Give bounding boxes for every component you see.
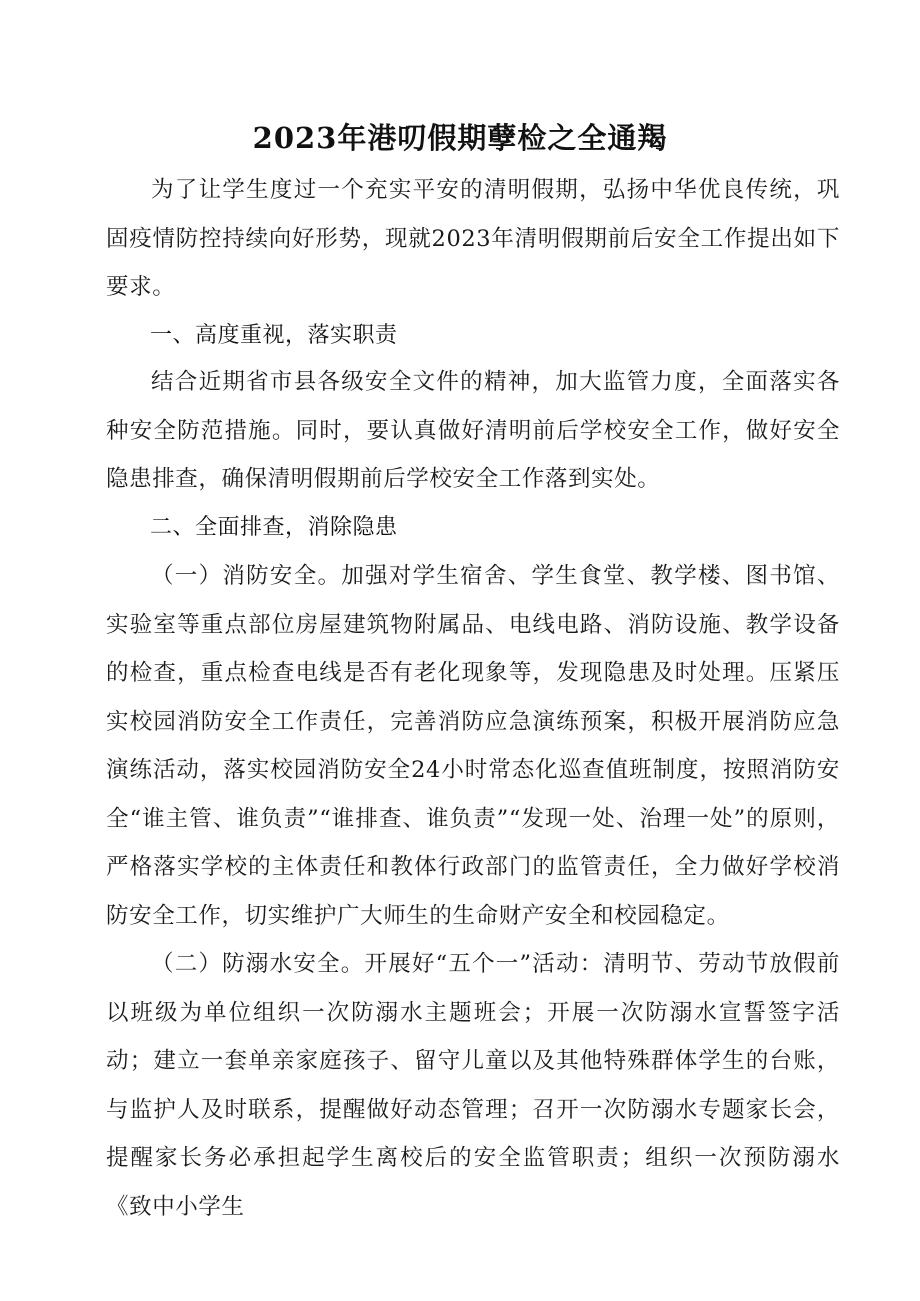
section-1-paragraph: 结合近期省市县各级安全文件的精神，加大监管力度，全面落实各种安全防范措施。同时，要认真做好清明前后学校安全工作，做好安全隐患排查，确保清明假期前后学校安全工作落到实处。 [106, 369, 840, 492]
intro-paragraph: 为了让学生度过一个充实平安的清明假期，弘扬中华优良传统，巩固疫情防控持续向好形势，现就2023年清明假期前后安全工作提出如下要求。 [106, 177, 840, 300]
fire-safety-paragraph: （一）消防安全。加强对学生宿舍、学生食堂、教学楼、图书馆、实验室等重点部位房屋建筑物附属品、电线电路、消防设施、教学设备的检查，重点检查电线是否有老化现象等，发现隐患及时处理。压紧压实校园消防安全工作责任，完善消防应急演练预案，积极开展消防应急演练活动，落实校园消防安全24小时常态化巡查值班制度，按照消防安全“谁主管、谁负责”“谁排查、谁负责”“发现一处、治理一处”的原则，严格落实学校的主体责任和教体行政部门的监管责任，全力做好学校消防安全工作，切实维护广大师生的生命财产安全和校园稳定。 [106, 563, 840, 929]
section-1-heading: 一、高度重视，落实职责 [150, 323, 398, 348]
drowning-safety-paragraph: （二）防溺水安全。开展好“五个一”活动：清明节、劳动节放假前以班级为单位组织一次防溺水主题班会；开展一次防溺水宣誓签字活动；建立一套单亲家庭孩子、留守儿童以及其他特殊群体学生的台账，与监护人及时联系，提醒做好动态管理；召开一次防溺水专题家长会，提醒家长务必承担起学生离校后的安全监管职责；组织一次预防溺水《致中小学生 [106, 951, 840, 1220]
section-2-heading: 二、全面排查，消除隐患 [150, 515, 398, 540]
document-title: 2023年港叨假期孽检之全通羯 [252, 121, 668, 155]
